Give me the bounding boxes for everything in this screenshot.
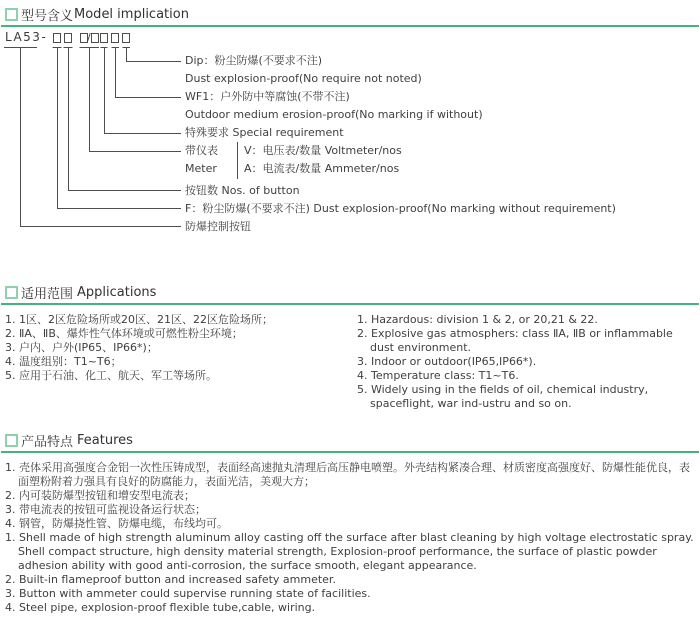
- list-item: 5. 应用于石油、化工、航天、军工等场所。: [5, 369, 217, 382]
- leader-control: [21, 48, 182, 227]
- model-title-cn: 型号含义: [21, 8, 74, 24]
- list-item: 4. 钢管，防爆挠性管、防爆电缆，布线均可。: [5, 517, 228, 530]
- model-title-en: Model implication: [74, 6, 189, 22]
- label-special: 特殊要求 Special requirement: [185, 126, 344, 139]
- label-ammeter: A：电流表/数量 Ammeter/nos: [244, 162, 400, 175]
- features-title-cn: 产品特点: [21, 434, 74, 450]
- applications-title-en: Applications: [77, 284, 157, 300]
- model-code-slash: /: [87, 31, 91, 44]
- label-meter-en: Meter: [185, 162, 217, 175]
- model-code-box: [100, 33, 108, 43]
- label-wf1-cn: WF1：户外防中等腐蚀(不带不注): [185, 90, 350, 103]
- list-item: 5. Widely using in the fields of oil, chemical industry, spaceflight, war ind-ustru and so on.: [357, 383, 649, 410]
- section-square-icon: [5, 434, 18, 447]
- list-item: 4. Temperature class: T1~T6.: [357, 369, 519, 382]
- leader-wf1: [116, 48, 182, 98]
- label-buttons: 按钮数 Nos. of button: [185, 183, 300, 197]
- list-item: 4. Steel pipe, explosion-proof flexible tube,cable, wiring.: [5, 601, 316, 614]
- section-square-icon: [5, 8, 18, 21]
- list-item: 4. 温度组别：T1~T6；: [5, 355, 122, 368]
- list-item: 3. Button with ammeter could supervise running state of facilities.: [5, 587, 371, 600]
- model-code-box: [111, 33, 119, 43]
- green-rule: [1, 303, 699, 305]
- model-section-header: [0, 6, 700, 24]
- label-dip-en: Dust explosion-proof(No require not noted): [185, 72, 422, 85]
- applications-columns: [0, 313, 700, 411]
- leader-buttons: [69, 48, 182, 191]
- list-item: 2. Explosive gas atmosphers: class ⅡA, ⅡB or inflammable dust environment.: [357, 327, 673, 354]
- model-code-box: [122, 33, 130, 43]
- applications-list-en: [357, 313, 700, 411]
- label-voltmeter: V：电压表/数量 Voltmeter/nos: [244, 144, 402, 157]
- label-wf1-en: Outdoor medium erosion-proof(No marking if without): [185, 108, 483, 121]
- model-code-box: [64, 33, 72, 43]
- green-rule: [1, 451, 699, 453]
- leader-meter: [90, 48, 182, 152]
- list-item: 1. 1区、2区危险场所或20区、21区、22区危险场所；: [5, 313, 273, 326]
- model-code-box: [53, 33, 61, 43]
- features-list: [0, 461, 700, 615]
- list-item: 1. 壳体采用高强度合金铝一次性压铸成型，表面经高速抛丸清理后高压静电喷塑。外壳结构紧凑合理、材质密度高强度好、防爆性能优良，表面塑粉附着力强具有良好的防腐能力，表面光洁，美观大方；: [5, 461, 690, 488]
- label-dust-f: F：粉尘防爆(不要求不注) Dust explosion-proof(No marking without requirement): [185, 201, 616, 215]
- model-code-diagram: [0, 30, 700, 236]
- label-control: 防爆控制按钮: [185, 219, 251, 233]
- applications-title-cn: 适用范围: [21, 286, 74, 302]
- section-square-icon: [5, 286, 18, 299]
- applications-section-header: [0, 284, 700, 302]
- green-rule: [1, 25, 699, 27]
- list-item: 2. 内可装防爆型按钮和增安型电流表；: [5, 489, 195, 502]
- features-title-en: Features: [77, 432, 133, 448]
- list-item: 2. Built-in flameproof button and increased safety ammeter.: [5, 573, 336, 586]
- label-dip-cn: Dip：粉尘防爆(不要求不注): [185, 54, 323, 67]
- applications-list-cn: [5, 313, 357, 411]
- leader-dip: [127, 48, 182, 62]
- features-section-header: [0, 432, 700, 450]
- leader-dust-f: [58, 48, 182, 209]
- list-item: 3. 户内、户外(IP65、IP66*)；: [5, 341, 158, 354]
- list-item: 2. ⅡA、ⅡB、爆炸性气体环境或可燃性粉尘环境；: [5, 327, 243, 340]
- model-code-prefix: LA53-: [5, 30, 48, 44]
- model-code-box: [91, 33, 99, 43]
- list-item: 1. Shell made of high strength aluminum alloy casting off the surface after blast cleaning by high voltage electrostatic spray. Shell compact structure, high density material strength, Explosion-proof performance, the surface of plastic powder adhesion ability with good anti-corrosion, the surface smooth, elegant appearance.: [5, 531, 694, 572]
- list-item: 3. Indoor or outdoor(IP65,IP66*).: [357, 355, 537, 368]
- label-meter-cn: 带仪表: [185, 144, 218, 157]
- list-item: 3. 带电流表的按钮可监视设备运行状态；: [5, 503, 206, 516]
- list-item: 1. Hazardous: division 1 & 2, or 20,21 & 22.: [357, 313, 598, 326]
